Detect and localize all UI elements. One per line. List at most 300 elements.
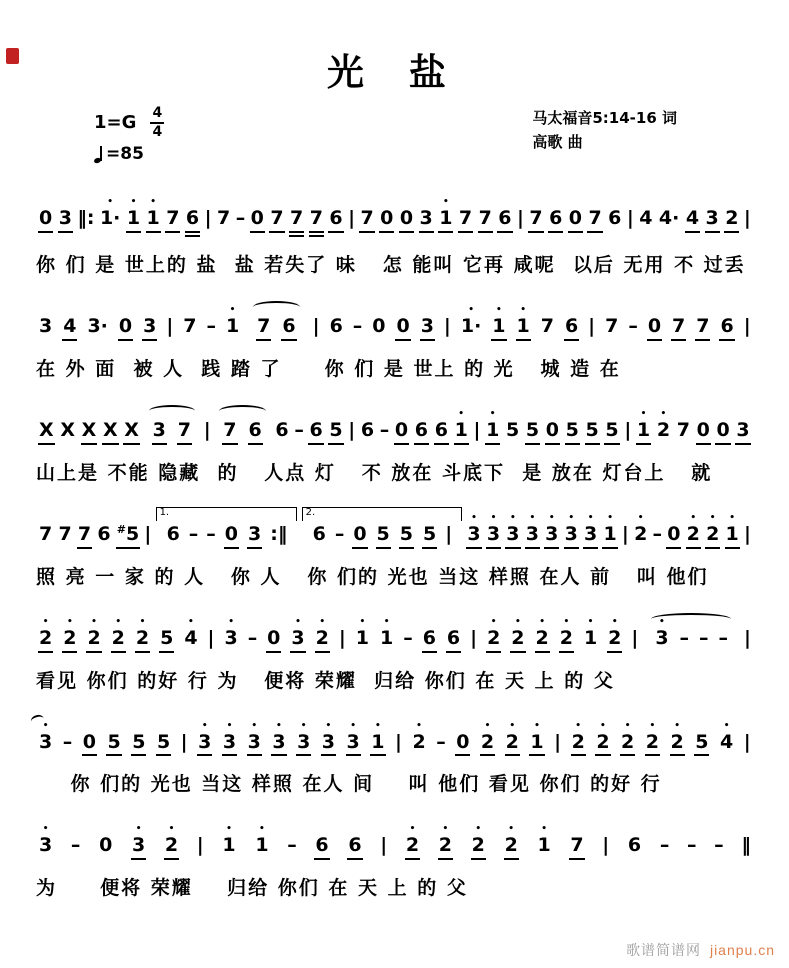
watermark-site-url[interactable]: jianpu.cn bbox=[709, 942, 775, 958]
note bbox=[329, 316, 344, 338]
note-body: 6 bbox=[414, 420, 429, 445]
octave-dot: • bbox=[624, 720, 631, 731]
note-body: 1 bbox=[438, 208, 453, 233]
note bbox=[694, 732, 709, 757]
note bbox=[719, 720, 734, 754]
note bbox=[405, 824, 420, 860]
barline: | bbox=[624, 419, 632, 442]
note bbox=[126, 197, 141, 233]
note-body: 7 bbox=[183, 315, 197, 338]
note bbox=[394, 420, 409, 445]
note-body: 3 bbox=[39, 730, 53, 753]
meta-row bbox=[36, 102, 753, 164]
barline: | bbox=[203, 419, 211, 442]
octave-dot: • bbox=[509, 720, 516, 731]
note bbox=[177, 420, 192, 445]
note-body: 3 bbox=[466, 524, 481, 549]
octave-dot: • bbox=[442, 824, 449, 835]
note bbox=[296, 720, 311, 757]
note-body: 5 bbox=[694, 732, 709, 757]
note bbox=[696, 420, 711, 445]
score bbox=[36, 190, 753, 900]
note-body: 3 bbox=[142, 316, 157, 341]
watermark bbox=[626, 940, 775, 960]
note bbox=[595, 720, 610, 757]
note-body: 2 bbox=[510, 628, 525, 653]
note-body: 0 bbox=[224, 524, 239, 549]
note bbox=[438, 824, 453, 860]
octave-dot: • bbox=[611, 616, 618, 627]
barline: | bbox=[470, 626, 478, 649]
note-body: 7 bbox=[359, 208, 374, 233]
note-body: 7 bbox=[39, 522, 53, 545]
octave-dot: • bbox=[529, 512, 536, 523]
octave-dot: • bbox=[490, 616, 497, 627]
note bbox=[670, 720, 685, 757]
note-body: 0 bbox=[82, 732, 97, 757]
note bbox=[328, 208, 343, 233]
note-body: 2 bbox=[471, 835, 486, 860]
octave-dot: • bbox=[319, 616, 326, 627]
note bbox=[645, 720, 660, 757]
note bbox=[376, 524, 391, 549]
volta-bracket bbox=[302, 506, 463, 549]
barline: | bbox=[204, 207, 212, 230]
note bbox=[658, 208, 680, 230]
note bbox=[315, 616, 330, 653]
note bbox=[225, 305, 240, 338]
note-body: 0 bbox=[647, 316, 662, 341]
note bbox=[86, 316, 108, 338]
octave-dot: • bbox=[115, 616, 122, 627]
barline: | bbox=[743, 522, 751, 545]
octave-dot: • bbox=[416, 720, 422, 731]
note bbox=[159, 628, 174, 653]
note bbox=[77, 524, 92, 549]
note bbox=[544, 512, 559, 549]
note-body: 5 bbox=[159, 628, 174, 653]
octave-dot: • bbox=[475, 824, 482, 835]
note bbox=[528, 208, 543, 233]
note bbox=[604, 420, 619, 445]
note-body: 7 bbox=[569, 835, 584, 860]
barline: | bbox=[588, 315, 596, 338]
note-body: 7 bbox=[695, 316, 710, 341]
volta-number: 2. bbox=[305, 506, 316, 518]
dash: – bbox=[294, 419, 304, 442]
time-signature-numerator: 4 bbox=[152, 105, 163, 121]
note bbox=[254, 824, 269, 857]
note-body: 4 bbox=[685, 208, 700, 233]
octave-dot: • bbox=[139, 616, 146, 627]
note-body: 4 bbox=[62, 316, 77, 341]
note-body: 1 bbox=[516, 316, 531, 341]
note bbox=[312, 524, 327, 546]
note-body: 1 bbox=[222, 834, 236, 857]
octave-dot: • bbox=[325, 720, 332, 731]
note bbox=[480, 720, 495, 757]
note bbox=[379, 616, 394, 650]
octave-dot: • bbox=[150, 197, 157, 208]
note bbox=[671, 316, 686, 341]
note bbox=[705, 512, 720, 549]
octave-dot: • bbox=[409, 824, 416, 835]
note bbox=[183, 616, 198, 650]
note-body: 5 bbox=[505, 419, 520, 442]
note-body: 3 bbox=[564, 524, 579, 549]
note-body: 6 bbox=[314, 835, 329, 860]
note bbox=[411, 720, 426, 754]
note bbox=[290, 616, 305, 653]
music-system bbox=[36, 298, 753, 381]
note-body: 5 bbox=[156, 732, 171, 757]
note bbox=[505, 720, 520, 757]
note-body: 3 bbox=[247, 732, 262, 757]
octave-dot: • bbox=[471, 512, 477, 523]
note bbox=[525, 512, 540, 549]
note-body: 2 bbox=[505, 732, 520, 757]
lyrics-line: 为 便将 荣耀 归给 你们 在 天 上 的 父 bbox=[36, 877, 468, 900]
note bbox=[38, 524, 53, 546]
note bbox=[395, 316, 410, 341]
note bbox=[434, 420, 449, 445]
note-body: 2 bbox=[412, 730, 426, 753]
note bbox=[719, 316, 734, 341]
note-body: 1 bbox=[583, 626, 598, 649]
note-body: 5 bbox=[604, 420, 619, 445]
note bbox=[585, 420, 600, 445]
octave-dot: • bbox=[640, 409, 647, 420]
note bbox=[102, 420, 119, 445]
note bbox=[197, 720, 212, 757]
note-body: 0 bbox=[715, 420, 730, 445]
note bbox=[38, 420, 55, 445]
note bbox=[705, 208, 720, 233]
octave-dot: • bbox=[649, 720, 656, 731]
note-body: 6 bbox=[97, 522, 111, 545]
note-body: 3 bbox=[735, 420, 750, 445]
octave-dot: • bbox=[600, 720, 606, 731]
note bbox=[166, 524, 181, 546]
octave-dot: • bbox=[42, 824, 49, 835]
note bbox=[564, 316, 579, 341]
lyrics-line: 看见 你们 的好 行 为 便将 荣耀 归给 你们 在 天 上 的 父 bbox=[36, 669, 615, 692]
note-body: 3 bbox=[131, 835, 146, 860]
octave-dot: • bbox=[587, 616, 594, 627]
note bbox=[256, 316, 271, 341]
note-body: 7 bbox=[458, 208, 473, 233]
note-body: 1 bbox=[126, 208, 141, 233]
note bbox=[725, 512, 740, 549]
note-body: 2 bbox=[438, 835, 453, 860]
dash: – bbox=[379, 419, 390, 442]
note bbox=[222, 420, 237, 445]
note bbox=[359, 208, 374, 233]
note bbox=[422, 628, 437, 653]
dash: – bbox=[714, 834, 724, 857]
barline: | bbox=[516, 207, 524, 230]
lyrics-line: 你 们的 光也 当这 样照 在人 间 叫 他们 看见 你们 的好 行 bbox=[36, 773, 662, 796]
note-body: 3 bbox=[655, 626, 669, 649]
note bbox=[471, 824, 486, 860]
barline: | bbox=[144, 522, 152, 545]
note bbox=[604, 316, 619, 338]
octave-dot: • bbox=[383, 616, 390, 627]
note-body: 2 bbox=[559, 628, 574, 653]
barline: ‖ bbox=[741, 834, 751, 857]
barline: | bbox=[180, 730, 188, 753]
octave-dot: • bbox=[690, 512, 697, 523]
note bbox=[422, 524, 437, 549]
note-body: 3 bbox=[505, 524, 520, 549]
music-system bbox=[36, 506, 753, 589]
note bbox=[308, 420, 323, 445]
sheet-music-page bbox=[0, 42, 789, 968]
note-body: 6 bbox=[248, 420, 263, 445]
note-body: 3 bbox=[39, 834, 53, 857]
octave-dot: • bbox=[674, 720, 681, 731]
note bbox=[250, 208, 265, 233]
barline: | bbox=[312, 315, 320, 338]
note bbox=[82, 732, 97, 757]
octave-dot: • bbox=[458, 409, 465, 420]
note bbox=[602, 512, 617, 549]
note-body: 7 bbox=[222, 420, 237, 445]
note-body: 0 bbox=[394, 420, 409, 445]
note bbox=[248, 420, 263, 445]
note bbox=[57, 524, 72, 546]
note bbox=[81, 420, 98, 445]
note bbox=[38, 316, 53, 338]
notation-line bbox=[36, 298, 753, 346]
note bbox=[486, 512, 501, 549]
note-body: 7 bbox=[309, 208, 324, 237]
note bbox=[314, 835, 329, 860]
note bbox=[516, 305, 531, 341]
note-body: 6 bbox=[497, 208, 512, 233]
note-body: 1 bbox=[636, 420, 651, 445]
octave-dot: • bbox=[107, 197, 114, 208]
notation-line bbox=[36, 610, 753, 658]
octave-dot: • bbox=[300, 720, 307, 731]
note bbox=[545, 420, 560, 445]
barline: | bbox=[445, 522, 453, 545]
note bbox=[399, 208, 414, 233]
note-body: 6 bbox=[548, 208, 563, 233]
note-body: 3 bbox=[486, 524, 501, 549]
music-system bbox=[36, 190, 753, 277]
lyricist-credit: 马太福音5:14-16 词 bbox=[532, 109, 677, 127]
note-body: 1 bbox=[537, 834, 551, 857]
corner-logo bbox=[6, 48, 19, 64]
note-body: 7 bbox=[269, 208, 284, 233]
music-system bbox=[36, 817, 753, 900]
note-body: 0 bbox=[99, 834, 113, 857]
dash: – bbox=[686, 834, 697, 857]
octave-dot: • bbox=[228, 616, 234, 627]
note bbox=[559, 616, 574, 653]
dash: – bbox=[206, 315, 216, 338]
note bbox=[352, 524, 367, 549]
octave-dot: • bbox=[660, 409, 667, 420]
note-body: 7 bbox=[256, 316, 271, 341]
note bbox=[269, 208, 284, 233]
octave-dot: • bbox=[226, 720, 233, 731]
note bbox=[328, 420, 343, 445]
note-body: 2 bbox=[135, 628, 150, 653]
note-body: X bbox=[123, 420, 140, 445]
octave-dot: • bbox=[66, 616, 73, 627]
note-body: 1· bbox=[99, 207, 121, 230]
note bbox=[131, 732, 146, 757]
note-body: 4· bbox=[658, 207, 680, 230]
note bbox=[695, 316, 710, 341]
note-body: 6 bbox=[312, 522, 326, 545]
note bbox=[38, 208, 53, 233]
note bbox=[182, 316, 197, 338]
note-body: 6 bbox=[360, 419, 375, 442]
note bbox=[636, 409, 651, 445]
note-body: 5 bbox=[328, 420, 343, 445]
note-body: 0 bbox=[38, 208, 53, 233]
octave-dot: • bbox=[723, 720, 730, 731]
note-body: 7 bbox=[528, 208, 543, 233]
note-body: 7 bbox=[165, 208, 180, 233]
note bbox=[58, 208, 73, 233]
note-body: 2 bbox=[38, 628, 53, 653]
note bbox=[627, 835, 642, 857]
note bbox=[458, 208, 473, 233]
note bbox=[686, 512, 701, 549]
dash: – bbox=[679, 626, 690, 649]
note-body: 3 bbox=[419, 208, 434, 233]
note-body: 5 bbox=[525, 420, 540, 445]
note bbox=[564, 512, 579, 549]
note-body: #5 bbox=[116, 524, 140, 549]
note-body: 1 bbox=[370, 732, 385, 757]
barline: | bbox=[473, 419, 481, 442]
note bbox=[399, 524, 414, 549]
note-body: 2 bbox=[111, 628, 126, 653]
barline: | bbox=[196, 834, 204, 857]
note-body: 6 bbox=[328, 208, 343, 233]
note bbox=[38, 824, 53, 857]
barline: | bbox=[743, 207, 751, 230]
barline: | bbox=[626, 207, 634, 230]
dash: – bbox=[235, 207, 246, 230]
note-body: 0 bbox=[372, 315, 386, 338]
note-body: 3 bbox=[583, 524, 598, 549]
note-body: 3 bbox=[525, 524, 540, 549]
note-body: 7 bbox=[177, 420, 192, 445]
note bbox=[281, 316, 296, 341]
note bbox=[504, 824, 519, 860]
dash: – bbox=[403, 626, 413, 649]
slur-arc bbox=[253, 301, 299, 313]
note bbox=[99, 197, 121, 230]
note-body: 1 bbox=[725, 524, 740, 549]
barline: :‖ bbox=[270, 522, 288, 545]
barline: | bbox=[621, 522, 629, 545]
note bbox=[525, 420, 540, 445]
note bbox=[379, 208, 394, 233]
note-body: 3 bbox=[197, 732, 212, 757]
note-body: 1· bbox=[460, 315, 482, 338]
music-system bbox=[36, 610, 753, 693]
octave-dot: • bbox=[729, 512, 736, 523]
octave-dot: • bbox=[510, 512, 516, 523]
octave-dot: • bbox=[188, 616, 194, 627]
octave-dot: • bbox=[484, 720, 491, 731]
note-body: 1 bbox=[485, 420, 500, 445]
barline: | bbox=[631, 626, 639, 649]
note bbox=[455, 732, 470, 757]
note bbox=[371, 316, 386, 338]
note bbox=[123, 420, 140, 445]
note bbox=[309, 208, 324, 237]
note bbox=[583, 616, 598, 650]
note bbox=[676, 420, 691, 442]
note bbox=[633, 512, 648, 546]
note-body: 3 bbox=[222, 732, 237, 757]
note bbox=[156, 732, 171, 757]
note-body: 2 bbox=[504, 835, 519, 860]
note-body: X bbox=[102, 420, 119, 445]
note bbox=[571, 720, 586, 757]
note-body: 7 bbox=[77, 524, 92, 549]
octave-dot: • bbox=[659, 616, 665, 627]
note bbox=[454, 409, 469, 445]
note-body: 5 bbox=[585, 420, 600, 445]
octave-dot: • bbox=[442, 197, 449, 208]
barline: | bbox=[602, 834, 610, 857]
notation-line bbox=[36, 402, 753, 450]
note-body: 1 bbox=[355, 626, 369, 649]
note bbox=[106, 732, 121, 757]
note bbox=[654, 616, 669, 650]
note-body: 2 bbox=[486, 628, 501, 653]
octave-dot: • bbox=[490, 512, 497, 523]
barline: | bbox=[348, 207, 356, 230]
note-body: 6 bbox=[434, 420, 449, 445]
note-body: 3 bbox=[271, 732, 286, 757]
note-body: 5 bbox=[106, 732, 121, 757]
note-body: 1 bbox=[491, 316, 506, 341]
note-body: 2 bbox=[571, 732, 586, 757]
octave-dot: • bbox=[607, 512, 613, 523]
octave-dot: • bbox=[496, 305, 502, 316]
octave-dot: • bbox=[709, 512, 716, 523]
quarter-note-icon bbox=[94, 144, 105, 164]
octave-dot: • bbox=[226, 824, 232, 835]
note bbox=[565, 420, 580, 445]
note bbox=[478, 208, 493, 233]
note-body: 3 bbox=[247, 524, 262, 549]
composer-credit: 高歌 曲 bbox=[532, 133, 583, 151]
note-body: 5 bbox=[422, 524, 437, 549]
dash: – bbox=[652, 522, 662, 545]
note bbox=[38, 720, 53, 754]
note-body: 6 bbox=[347, 835, 362, 860]
tempo-marking bbox=[94, 144, 164, 164]
note bbox=[370, 720, 385, 757]
note-body: 2 bbox=[686, 524, 701, 549]
note bbox=[165, 208, 180, 233]
note bbox=[59, 420, 76, 442]
note-body: 3 bbox=[296, 732, 311, 757]
note-body: 0 bbox=[352, 524, 367, 549]
note bbox=[505, 512, 520, 549]
